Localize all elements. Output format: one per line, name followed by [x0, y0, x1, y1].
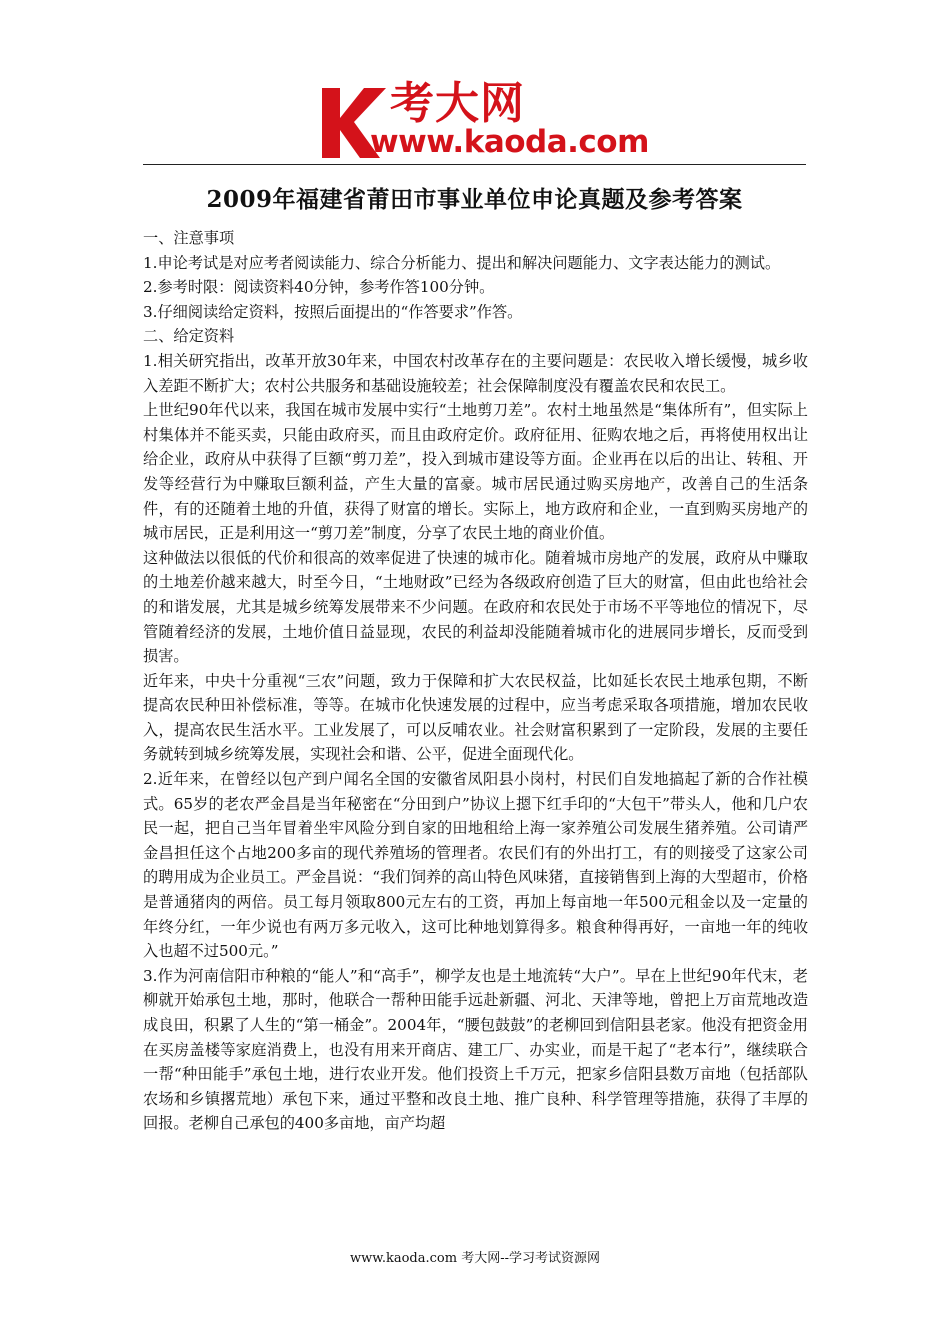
logo-url-text: www.kaoda.com: [370, 124, 649, 160]
kaoda-logo[interactable]: [318, 78, 649, 162]
section-heading-materials: 二、给定资料: [143, 327, 235, 346]
paragraph: 2.近年来，在曾经以包产到户闻名全国的安徽省凤阳县小岗村，村民们自发地搞起了新的合作社模式。65岁的老农严金昌是当年秘密在“分田到户”协议上摁下红手印的“大包干”带头人，他和几户农民一起，把自己当年冒着坐牢风险分到自家的田地租给上海一家养殖公司发展生猪养殖。公司请严金昌担任这个占地200多亩的现代养殖场的管理者。农民们有的外出打工，有的则接受了这家公司的聘用成为企业员工。严金昌说：“我们饲养的高山特色风味猪，直接销售到上海的大型超市，价格是普通猪肉的两倍。员工每月领取800元左右的工资，再加上每亩地一年500元租金以及一定量的年终分红，一年少说也有两万多元收入，这可比种地划算得多。粮食种得再好，一亩地一年的纯收入也超不过500元。”: [143, 770, 808, 961]
header-divider: [143, 164, 806, 165]
paragraph: 3.仔细阅读给定资料，按照后面提出的“作答要求”作答。: [143, 302, 523, 321]
logo-chinese-text: 考大网: [390, 78, 525, 129]
paragraph: 1.相关研究指出，改革开放30年来，中国农村改革存在的主要问题是：农民收入增长缓慢，城乡收入差距不断扩大；农村公共服务和基础设施较差；社会保障制度没有覆盖农民和农民工。: [143, 351, 808, 395]
document-title: 2009年福建省莆田市事业单位申论真题及参考答案: [206, 186, 743, 213]
paragraph: 这种做法以很低的代价和很高的效率促进了快速的城市化。随着城市房地产的发展，政府从中赚取的土地差价越来越大，时至今日，“土地财政”已经为各级政府创造了巨大的财富，但由此也给社会的和谐发展，尤其是城乡统筹发展带来不少问题。在政府和农民处于市场不平等地位的情况下，尽管随着经济的发展，土地价值日益显现，农民的利益却没能随着城市化的进展同步增长，反而受到损害。: [143, 548, 808, 666]
document-body: [143, 226, 808, 1136]
page-footer[interactable]: www.kaoda.com 考大网--学习考试资源网: [350, 1251, 600, 1266]
paragraph: 近年来，中央十分重视“三农”问题，致力于保障和扩大农民权益，比如延长农民土地承包期，不断提高农民种田补偿标准，等等。在城市化快速发展的过程中，应当考虑采取各项措施，增加农民收入，提高农民生活水平。工业发展了，可以反哺农业。社会财富积累到了一定阶段，发展的主要任务就转到城乡统筹发展，实现社会和谐、公平，促进全面现代化。: [143, 671, 808, 764]
paragraph: 1.申论考试是对应考者阅读能力、综合分析能力、提出和解决问题能力、文字表达能力的测试。: [143, 253, 781, 272]
paragraph: 3.作为河南信阳市种粮的“能人”和“高手”，柳学友也是土地流转“大户”。早在上世纪90年代末，老柳就开始承包土地，那时，他联合一帮种田能手远赴新疆、河北、天津等地，曾把上万亩荒地改造成良田，积累了人生的“第一桶金”。2004年，“腰包鼓鼓”的老柳回到信阳县老家。他没有把资金用在买房盖楼等家庭消费上，也没有用来开商店、建工厂、办实业，而是干起了“老本行”，继续联合一帮“种田能手”承包土地，进行农业开发。他们投资上千万元，把家乡信阳县数万亩地（包括部队农场和乡镇撂荒地）承包下来，通过平整和改良土地、推广良种、科学管理等措施，获得了丰厚的回报。老柳自己承包的400多亩地，亩产均超: [143, 966, 808, 1133]
paragraph: 2.参考时限：阅读资料40分钟，参考作答100分钟。: [143, 278, 495, 297]
paragraph: 上世纪90年代以来，我国在城市发展中实行“土地剪刀差”。农村土地虽然是“集体所有”，但实际上村集体并不能买卖，只能由政府买，而且由政府定价。政府征用、征购农地之后，再将使用权出让给企业，政府从中获得了巨额“剪刀差”，投入到城市建设等方面。企业再在以后的出让、转租、开发等经营行为中赚取巨额利益，产生大量的富豪。城市居民通过购买房地产，改善自己的生活条件，有的还随着土地的升值，获得了财富的增长。实际上，地方政府和企业，一直到购买房地产的城市居民，正是利用这一“剪刀差”制度，分享了农民土地的商业价值。: [143, 401, 808, 543]
section-heading-notes: 一、注意事项: [143, 229, 235, 247]
